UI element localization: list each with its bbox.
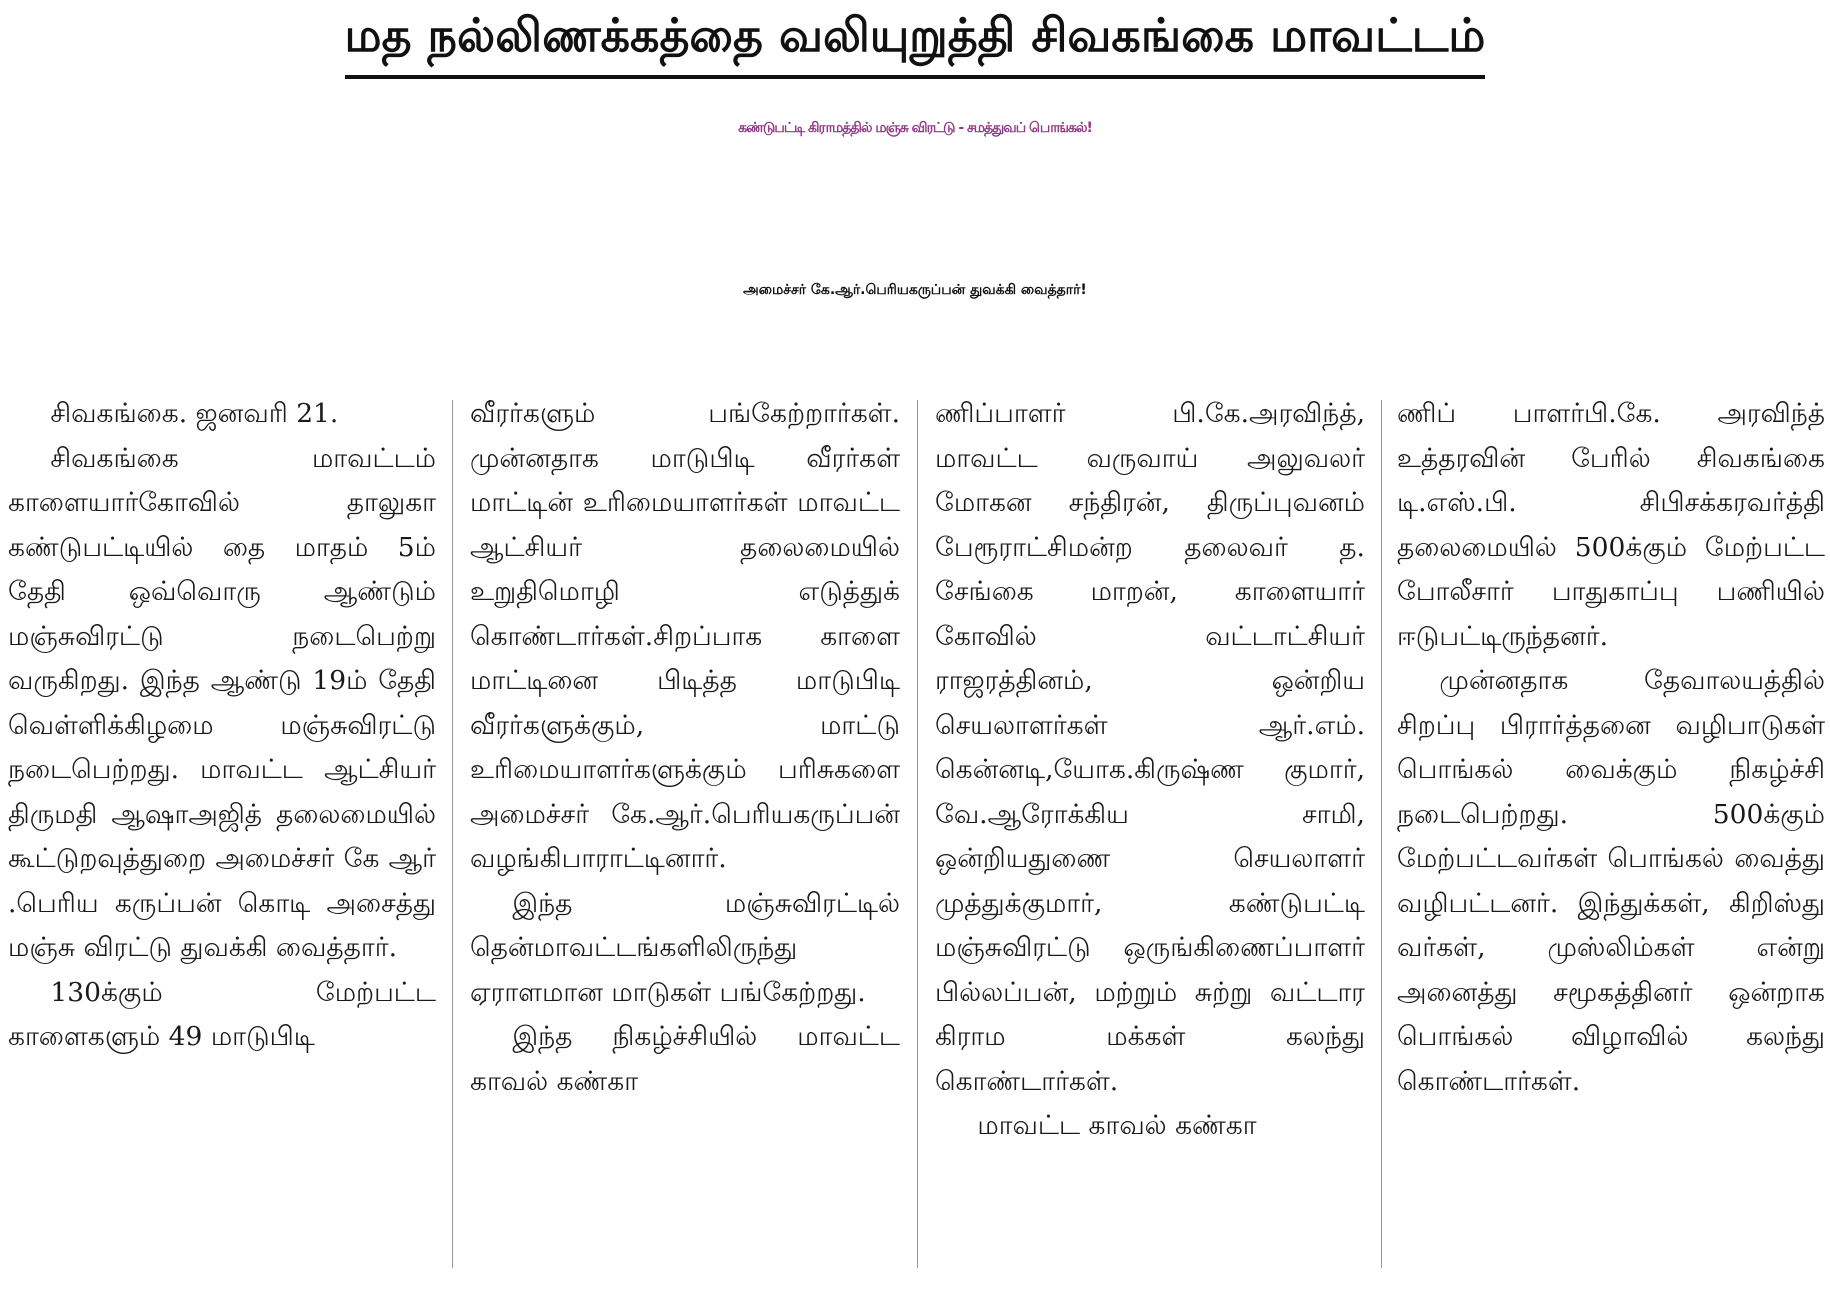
subheadline: அமைச்சர் கே.ஆர்.பெரியகருப்பன் துவக்கி வைத்தார்! — [743, 282, 1087, 298]
paragraph: இந்த மஞ்சுவிரட்டில் தென்மாவட்டங்களிலிருந்து ஏராளமான மாடுகள் பங்கேற்றது. — [470, 887, 900, 1008]
kicker-banner — [0, 8, 1830, 79]
headline: கண்டுபட்டி கிராமத்தில் மஞ்சு விரட்டு - சமத்துவப் பொங்கல்! — [738, 120, 1092, 136]
article-column-2 — [470, 392, 900, 1272]
article-column-3 — [935, 392, 1365, 1272]
paragraph: மாவட்ட காவல் கண்கா — [977, 1110, 1257, 1141]
article-body — [0, 392, 1830, 1272]
paragraph: முன்னதாக தேவாலயத்தில் சிறப்பு பிரார்த்தனை வழிபாடுகள் பொங்கல் வைக்கும் நிகழ்ச்சி நடைபெற்றது. 500க்கும் மேற்பட்டவர்கள் பொங்கல் வைத்து வழிபட்டனர். இந்துக்கள், கிறிஸ்து வர்கள், முஸ்லிம்கள் என்று அனைத்து சமூகத்தினர் ஒன்றாக பொங்கல் விழாவில் கலந்து கொண்டார்கள். — [1397, 665, 1825, 1097]
paragraph: சிவகங்கை மாவட்டம் காளையார்கோவில் தாலுகா கண்டுபட்டியில் தை மாதம் 5ம் தேதி ஒவ்வொரு ஆண்டும் மஞ்சுவிரட்டு நடைபெற்று வருகிறது. இந்த ஆண்டு 19ம் தேதி வெள்ளிக்கிழமை மஞ்சுவிரட்டு நடைபெற்றது. மாவட்ட ஆட்சியர் திருமதி ஆஷாஅஜித் தலைமையில் கூட்டுறவுத்துறை அமைச்சர் கே ஆர் .பெரிய கருப்பன் கொடி அசைத்து மஞ்சு விரட்டு துவக்கி வைத்தார். — [8, 442, 436, 963]
paragraph: இந்த நிகழ்ச்சியில் மாவட்ட காவல் கண்கா — [470, 1021, 900, 1097]
paragraph: 130க்கும் மேற்பட்ட காளைகளும் 49 மாடுபிடி — [8, 976, 436, 1052]
dateline: சிவகங்கை. ஜனவரி 21. — [50, 398, 339, 429]
paragraph: ணிப்பாளர் பி.கே.அரவிந்த், மாவட்ட வருவாய் அலுவலர் மோகன சந்திரன், திருப்புவனம் பேரூராட்சிமன்ற தலைவர் த. சேங்கை மாறன், காளையார் கோவில் வட்டாட்சியர் ராஜரத்தினம், ஒன்றிய செயலாளர்கள் ஆர்.எம். கென்னடி,யோக.கிருஷ்ண குமார், வே.ஆரோக்கிய சாமி, ஒன்றியதுணை செயலாளர் முத்துக்குமார், கண்டுபட்டி மஞ்சுவிரட்டு ஒருங்கிணைப்பாளர் பில்லப்பன், மற்றும் சுற்று வட்டார கிராம மக்கள் கலந்து கொண்டார்கள். — [935, 398, 1365, 1097]
article-column-1 — [8, 392, 436, 1272]
paragraph: ணிப் பாளர்பி.கே. அரவிந்த் உத்தரவின் பேரில் சிவகங்கை டி.எஸ்.பி. சிபிசக்கரவர்த்தி தலைமையில் 500க்கும் மேற்பட்ட போலீசார் பாதுகாப்பு பணியில் ஈடுபட்டிருந்தனர். — [1397, 398, 1825, 652]
kicker-text: மத நல்லிணக்கத்தை வலியுறுத்தி சிவகங்கை மாவட்டம் — [345, 8, 1486, 79]
article-column-4 — [1397, 392, 1825, 1272]
paragraph: வீரர்களும் பங்கேற்றார்கள். முன்னதாக மாடுபிடி வீரர்கள் மாட்டின் உரிமையாளர்கள் மாவட்ட ஆட்சியர் தலைமையில் உறுதிமொழி எடுத்துக் கொண்டார்கள்.சிறப்பாக காளை மாட்டினை பிடித்த மாடுபிடி வீரர்களுக்கும், மாட்டு உரிமையாளர்களுக்கும் பரிசுகளை அமைச்சர் கே.ஆர்.பெரியகருப்பன் வழங்கிபாராட்டினார். — [470, 398, 900, 874]
